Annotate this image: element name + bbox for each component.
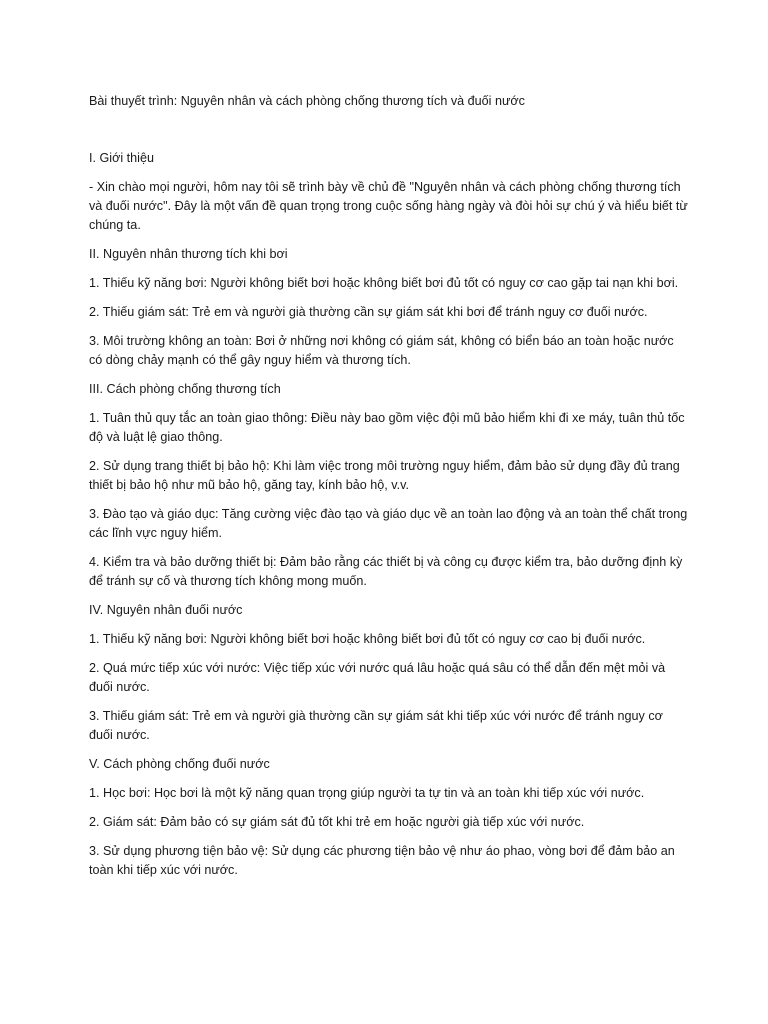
- heading-drowning-causes: IV. Nguyên nhân đuối nước: [89, 603, 243, 617]
- list-item: 3. Môi trường không an toàn: Bơi ở những nơi không có giám sát, không có biển báo an toàn hoặc nước có dòng chảy mạnh có thể gây nguy hiểm và thương tích.: [89, 334, 674, 367]
- document-page: [89, 92, 689, 890]
- list-item: 2. Thiếu giám sát: Trẻ em và người già thường cần sự giám sát khi bơi để tránh nguy cơ đuối nước.: [89, 305, 648, 319]
- list-item: 1. Tuân thủ quy tắc an toàn giao thông: Điều này bao gồm việc đội mũ bảo hiểm khi đi xe máy, tuân thủ tốc độ và luật lệ giao thông.: [89, 411, 685, 444]
- list-item: 2. Sử dụng trang thiết bị bảo hộ: Khi làm việc trong môi trường nguy hiểm, đảm bảo sử dụng đầy đủ trang thiết bị bảo hộ như mũ bảo hộ, găng tay, kính bảo hộ, v.v.: [89, 459, 680, 492]
- heading-introduction: I. Giới thiệu: [89, 151, 154, 165]
- list-item: 1. Học bơi: Học bơi là một kỹ năng quan trọng giúp người ta tự tin và an toàn khi tiếp xúc với nước.: [89, 786, 645, 800]
- list-item: 2. Quá mức tiếp xúc với nước: Việc tiếp xúc với nước quá lâu hoặc quá sâu có thể dẫn đến mệt mỏi và đuối nước.: [89, 661, 666, 694]
- list-item: 4. Kiểm tra và bảo dưỡng thiết bị: Đảm bảo rằng các thiết bị và công cụ được kiểm tra, bảo dưỡng định kỳ để tránh sự cố và thương tích không mong muốn.: [89, 555, 683, 588]
- list-item: 2. Giám sát: Đảm bảo có sự giám sát đủ tốt khi trẻ em hoặc người già tiếp xúc với nước.: [89, 815, 585, 829]
- document-title: Bài thuyết trình: Nguyên nhân và cách phòng chống thương tích và đuối nước: [89, 94, 525, 108]
- list-item: 3. Thiếu giám sát: Trẻ em và người già thường cần sự giám sát khi tiếp xúc với nước để tránh nguy cơ đuối nước.: [89, 709, 663, 742]
- list-item: 3. Sử dụng phương tiện bảo vệ: Sử dụng các phương tiện bảo vệ như áo phao, vòng bơi để đảm bảo an toàn khi tiếp xúc với nước.: [89, 844, 675, 877]
- heading-injury-causes: II. Nguyên nhân thương tích khi bơi: [89, 247, 288, 261]
- list-item: 3. Đào tạo và giáo dục: Tăng cường việc đào tạo và giáo dục về an toàn lao động và an toàn thể chất trong các lĩnh vực nguy hiểm.: [89, 507, 688, 540]
- paragraph-introduction: - Xin chào mọi người, hôm nay tôi sẽ trình bày về chủ đề "Nguyên nhân và cách phòng chống thương tích và đuối nước". Đây là một vấn đề quan trọng trong cuộc sống hàng ngày và đòi hỏi sự chú ý và hiểu biết từ chúng ta.: [89, 180, 688, 232]
- list-item: 1. Thiếu kỹ năng bơi: Người không biết bơi hoặc không biết bơi đủ tốt có nguy cơ cao gặp tai nạn khi bơi.: [89, 276, 679, 290]
- heading-drowning-prevention: V. Cách phòng chống đuối nước: [89, 757, 270, 771]
- list-item: 1. Thiếu kỹ năng bơi: Người không biết bơi hoặc không biết bơi đủ tốt có nguy cơ cao bị đuối nước.: [89, 632, 646, 646]
- heading-injury-prevention: III. Cách phòng chống thương tích: [89, 382, 281, 396]
